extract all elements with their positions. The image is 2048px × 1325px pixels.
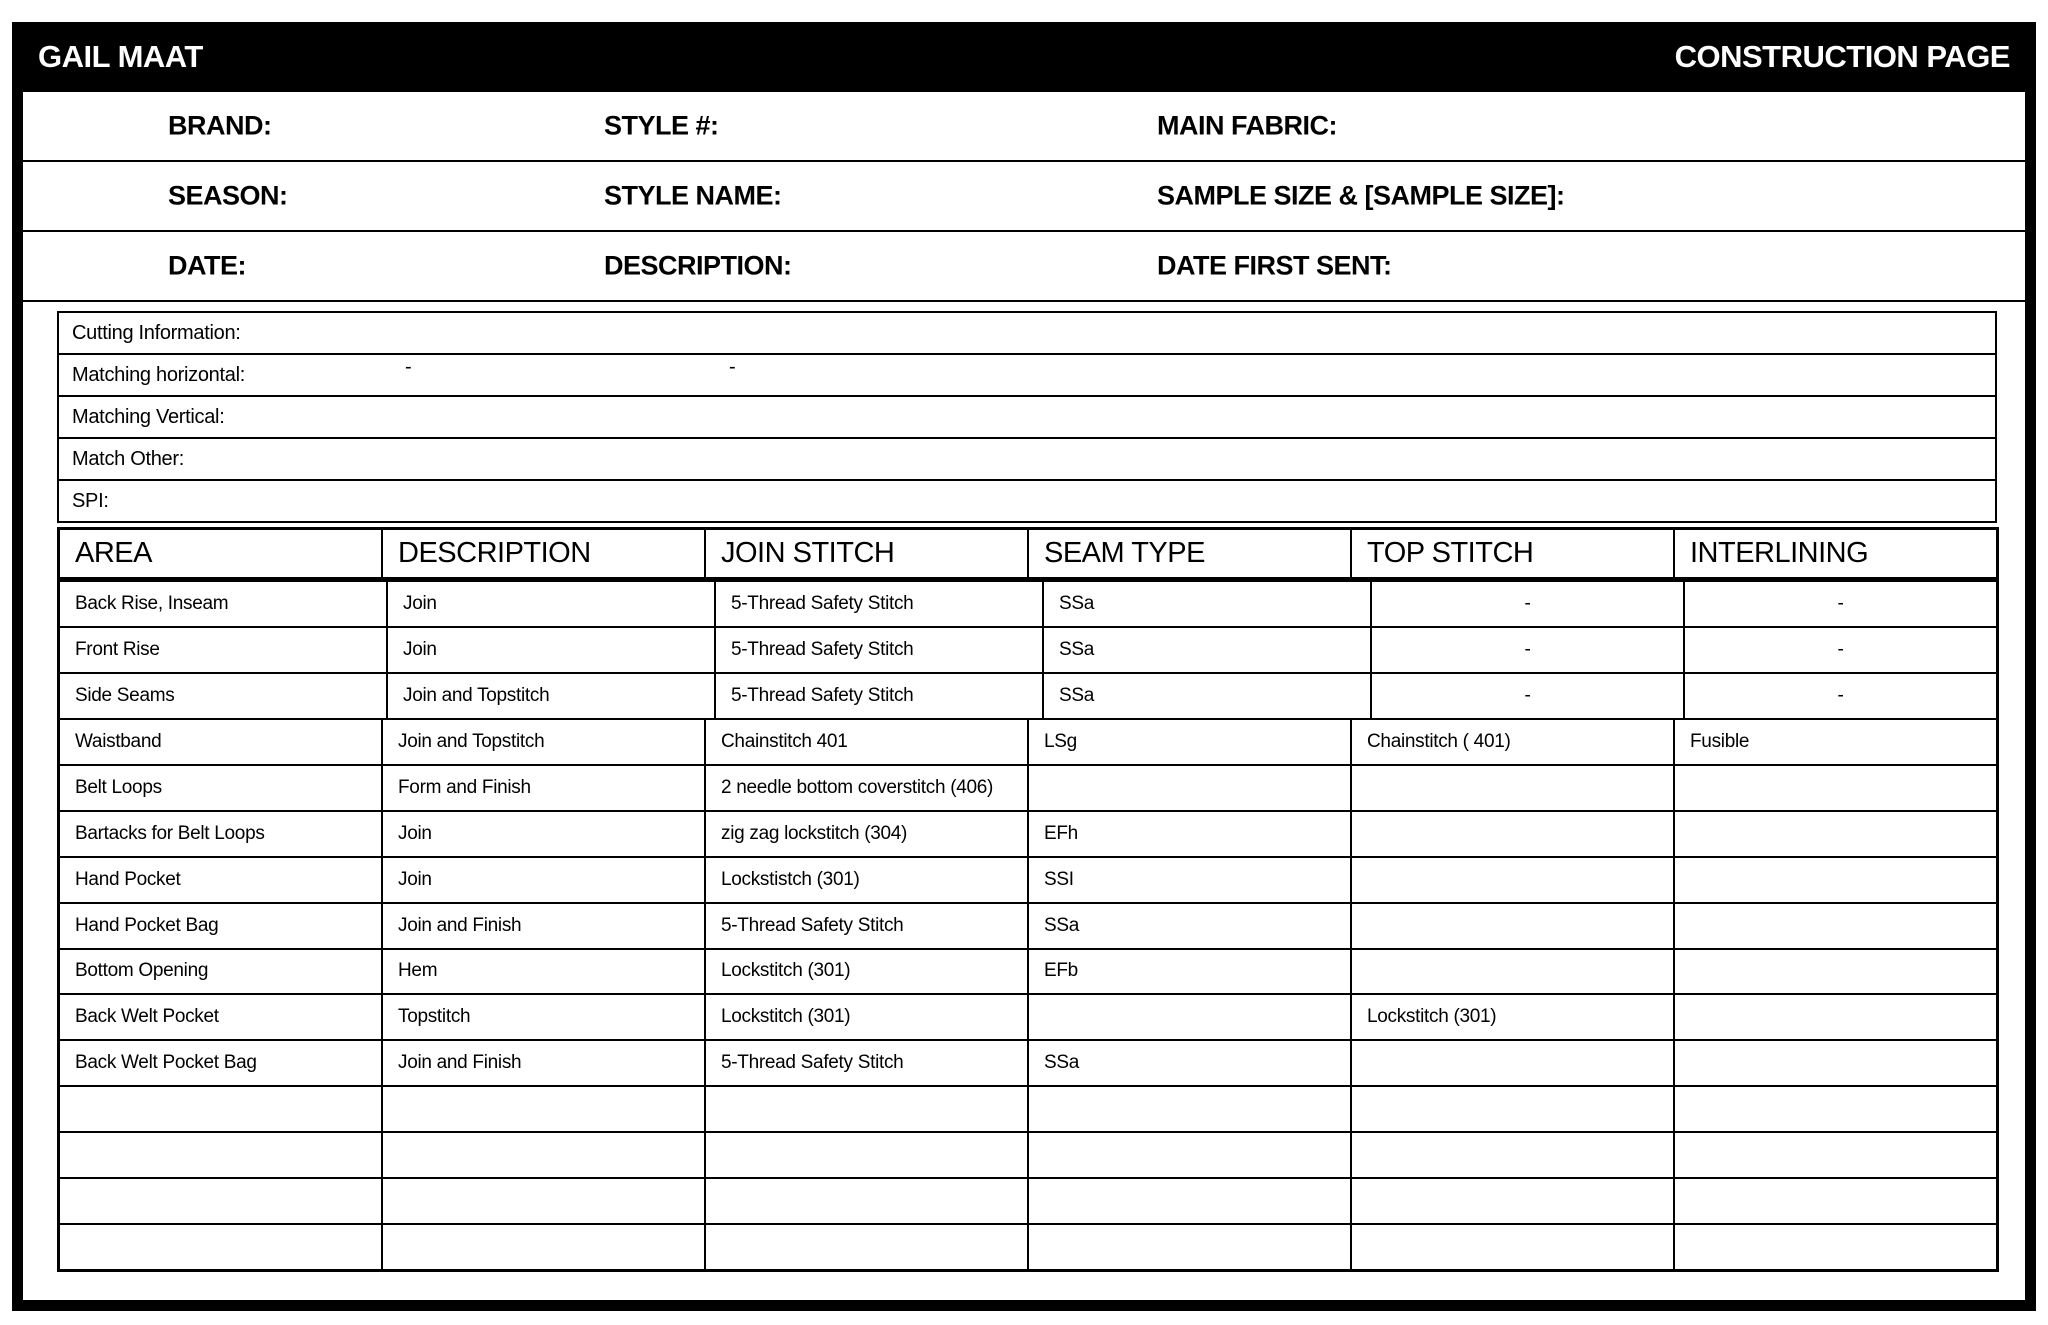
- table-cell: Join: [388, 582, 716, 626]
- table-cell: Join and Finish: [383, 1041, 706, 1085]
- cutting-information-row: [59, 313, 1995, 355]
- table-cell: Back Welt Pocket Bag: [60, 1041, 383, 1085]
- column-header: JOIN STITCH: [706, 530, 1029, 577]
- table-cell: [383, 1133, 706, 1177]
- matching-horizontal-label: Matching horizontal:: [72, 363, 245, 386]
- table-cell: 5-Thread Safety Stitch: [716, 674, 1044, 718]
- table-row: [60, 1133, 1996, 1179]
- table-cell: -: [1837, 592, 1844, 614]
- table-cell: Hand Pocket: [60, 858, 383, 902]
- table-cell: [1352, 1133, 1675, 1177]
- table-row: [60, 720, 1996, 766]
- table-cell: [1352, 812, 1675, 856]
- cutting-information-label: Cutting Information:: [72, 321, 241, 344]
- info-row-3: [23, 232, 2025, 302]
- table-cell: [706, 1133, 1029, 1177]
- table-cell: -: [1837, 684, 1844, 706]
- table-cell: Belt Loops: [60, 766, 383, 810]
- table-cell: [1675, 1087, 1996, 1131]
- style-name-label: STYLE NAME:: [604, 180, 782, 211]
- brand-label: BRAND:: [168, 110, 272, 141]
- table-cell: 5-Thread Safety Stitch: [716, 628, 1044, 672]
- table-cell: [60, 1179, 383, 1223]
- main-fabric-label: MAIN FABRIC:: [1157, 110, 1337, 141]
- table-cell: SSa: [1029, 1041, 1352, 1085]
- table-cell: Chainstitch 401: [706, 720, 1029, 764]
- page-title: CONSTRUCTION PAGE: [1674, 39, 2010, 74]
- table-cell: [1029, 995, 1352, 1039]
- table-cell: 5-Thread Safety Stitch: [716, 582, 1044, 626]
- table-cell: [1029, 1133, 1352, 1177]
- table-cell: [1675, 812, 1996, 856]
- table-cell: 5-Thread Safety Stitch: [706, 904, 1029, 948]
- table-cell: LSg: [1029, 720, 1352, 764]
- description-label: DESCRIPTION:: [604, 250, 792, 281]
- matching-vertical-label: Matching Vertical:: [72, 405, 225, 428]
- table-cell: zig zag lockstitch (304): [706, 812, 1029, 856]
- table-cell: [1675, 904, 1996, 948]
- table-cell: -: [1372, 582, 1685, 626]
- table-cell: [1029, 1087, 1352, 1131]
- table-cell: Lockstistch (301): [706, 858, 1029, 902]
- table-cell: 2 needle bottom coverstitch (406): [706, 766, 1029, 810]
- table-cell: Chainstitch ( 401): [1352, 720, 1675, 764]
- table-cell: [1675, 1041, 1996, 1085]
- matching-vertical-row: [59, 397, 1995, 439]
- table-cell: EFb: [1029, 950, 1352, 994]
- table-row: [60, 674, 1996, 720]
- table-row: [60, 812, 1996, 858]
- table-cell: Front Rise: [60, 628, 388, 672]
- table-cell: [1352, 1041, 1675, 1085]
- table-cell: -: [1372, 674, 1685, 718]
- table-cell: Form and Finish: [383, 766, 706, 810]
- info-row-1: [23, 92, 2025, 162]
- season-label: SEASON:: [168, 180, 288, 211]
- table-cell: [1675, 995, 1996, 1039]
- spi-label: SPI:: [72, 489, 109, 512]
- table-cell: -: [1372, 628, 1685, 672]
- column-header: AREA: [60, 530, 383, 577]
- table-cell: [1675, 858, 1996, 902]
- table-cell: Back Rise, Inseam: [60, 582, 388, 626]
- table-cell: SSa: [1044, 582, 1372, 626]
- table-cell: [1352, 1087, 1675, 1131]
- table-cell: [706, 1179, 1029, 1223]
- column-header: TOP STITCH: [1352, 530, 1675, 577]
- table-cell: [706, 1087, 1029, 1131]
- table-row: [60, 1041, 1996, 1087]
- page-frame: [12, 22, 2036, 1311]
- match-other-row: [59, 439, 1995, 481]
- table-cell: Lockstitch (301): [1352, 995, 1675, 1039]
- construction-table: [57, 527, 1999, 1272]
- table-cell: SSa: [1029, 904, 1352, 948]
- table-cell: Lockstitch (301): [706, 950, 1029, 994]
- table-cell: [1029, 1225, 1352, 1269]
- table-cell: [1675, 1225, 1996, 1269]
- table-cell: Lockstitch (301): [706, 995, 1029, 1039]
- table-cell: [383, 1179, 706, 1223]
- table-cell: [60, 1087, 383, 1131]
- info-row-2: [23, 162, 2025, 232]
- table-cell: [1352, 1225, 1675, 1269]
- table-cell: [1352, 904, 1675, 948]
- construction-table-body: [60, 582, 1996, 1269]
- table-cell: Join and Topstitch: [383, 720, 706, 764]
- table-cell: Side Seams: [60, 674, 388, 718]
- table-cell: EFh: [1029, 812, 1352, 856]
- table-cell: [1029, 1179, 1352, 1223]
- table-row: [60, 858, 1996, 904]
- construction-table-header: [60, 530, 1996, 582]
- table-row: [60, 628, 1996, 674]
- matching-horizontal-row: [59, 355, 1995, 397]
- stray-dash-1: -: [405, 356, 412, 378]
- table-row: [60, 766, 1996, 812]
- table-cell: Join: [388, 628, 716, 672]
- table-row: [60, 950, 1996, 996]
- table-row: [60, 582, 1996, 628]
- title-bar: [23, 22, 2025, 92]
- table-row: [60, 1179, 1996, 1225]
- style-info-section: [23, 92, 2025, 302]
- spi-row: [59, 481, 1995, 521]
- table-row: [60, 904, 1996, 950]
- match-other-label: Match Other:: [72, 447, 184, 470]
- table-cell: [1675, 950, 1996, 994]
- table-cell: Hem: [383, 950, 706, 994]
- table-row: [60, 1087, 1996, 1133]
- table-cell: 5-Thread Safety Stitch: [706, 1041, 1029, 1085]
- table-cell: [706, 1225, 1029, 1269]
- table-cell: Waistband: [60, 720, 383, 764]
- date-first-sent-label: DATE FIRST SENT:: [1157, 250, 1392, 281]
- table-cell: Back Welt Pocket: [60, 995, 383, 1039]
- table-cell: Bottom Opening: [60, 950, 383, 994]
- column-header: SEAM TYPE: [1029, 530, 1352, 577]
- table-cell: [60, 1133, 383, 1177]
- style-number-label: STYLE #:: [604, 110, 719, 141]
- stray-dash-2: -: [729, 356, 736, 378]
- table-cell: -: [1837, 638, 1844, 660]
- table-cell: [1352, 858, 1675, 902]
- cutting-info-section: [57, 311, 1997, 523]
- table-cell: SSI: [1029, 858, 1352, 902]
- table-cell: [1352, 766, 1675, 810]
- table-cell: [1352, 950, 1675, 994]
- table-cell: [383, 1225, 706, 1269]
- table-cell: SSa: [1044, 674, 1372, 718]
- table-cell: Join and Topstitch: [388, 674, 716, 718]
- table-cell: Fusible: [1690, 730, 1750, 752]
- table-cell: [1675, 1133, 1996, 1177]
- table-cell: [383, 1087, 706, 1131]
- table-cell: Join: [383, 812, 706, 856]
- table-row: [60, 1225, 1996, 1269]
- date-label: DATE:: [168, 250, 246, 281]
- table-cell: Join: [383, 858, 706, 902]
- table-cell: Topstitch: [383, 995, 706, 1039]
- table-cell: [60, 1225, 383, 1269]
- table-cell: SSa: [1044, 628, 1372, 672]
- column-header: INTERLINING: [1690, 537, 1869, 569]
- brand-logo-text: GAIL MAAT: [38, 39, 203, 74]
- table-cell: Hand Pocket Bag: [60, 904, 383, 948]
- table-cell: [1675, 1179, 1996, 1223]
- table-cell: Bartacks for Belt Loops: [60, 812, 383, 856]
- table-cell: [1675, 766, 1996, 810]
- table-cell: [1352, 1179, 1675, 1223]
- table-row: [60, 995, 1996, 1041]
- column-header: DESCRIPTION: [383, 530, 706, 577]
- table-cell: Join and Finish: [383, 904, 706, 948]
- table-cell: [1029, 766, 1352, 810]
- sample-size-label: SAMPLE SIZE & [SAMPLE SIZE]:: [1157, 180, 1565, 211]
